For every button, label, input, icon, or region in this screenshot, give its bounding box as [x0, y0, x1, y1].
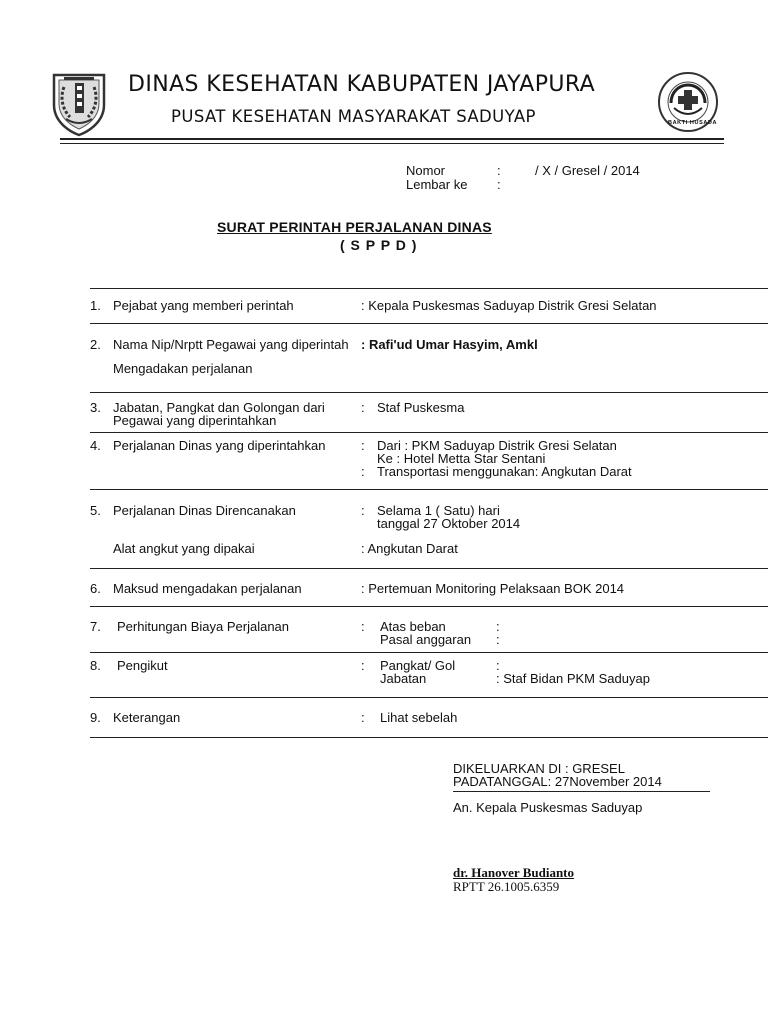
item-value: Staf Puskesma: [377, 400, 465, 415]
item-colon: :: [361, 710, 365, 725]
header-rule-thick: [60, 138, 724, 140]
issued-at: DIKELUARKAN DI : GRESEL: [453, 761, 625, 776]
header-subtitle: PUSAT KESEHATAN MASYARAKAT SADUYAP: [171, 107, 536, 126]
item-label: Alat angkut yang dipakai: [113, 541, 255, 556]
document-title: SURAT PERINTAH PERJALANAN DINAS: [217, 219, 492, 235]
item-label: Pejabat yang memberi perintah: [113, 298, 294, 313]
item-colon: :: [361, 619, 365, 634]
item-number: 9.: [90, 710, 101, 725]
item-number: 3.: [90, 400, 101, 415]
item-number: 2.: [90, 337, 101, 352]
item-label: Jabatan, Pangkat dan Golongan dari: [113, 400, 325, 415]
sub-label: Pasal anggaran: [380, 632, 472, 647]
item-number: 5.: [90, 503, 101, 518]
item-value: : Rafi'ud Umar Hasyim, Amkl: [361, 337, 538, 352]
signatory-id: RPTT 26.1005.6359: [453, 879, 560, 894]
lembar-label: Lembar ke: [406, 177, 468, 192]
item-colon: :: [361, 464, 365, 479]
item-number: 4.: [90, 438, 101, 453]
row-divider: [90, 697, 768, 698]
item-number: 6.: [90, 581, 101, 596]
nomor-value: / X / Gresel / 2014: [535, 163, 640, 178]
item-value: : Angkutan Darat: [361, 541, 458, 556]
row-divider: [90, 489, 768, 490]
item-number: 7.: [90, 619, 101, 634]
document-subtitle: ( S P P D ): [340, 237, 418, 253]
item-label: Perjalanan Dinas Direncanakan: [113, 503, 296, 518]
row-divider: [90, 568, 768, 569]
item-number: 8.: [90, 658, 101, 673]
header-rule-thin: [60, 143, 724, 144]
sub-value: : Staf Bidan PKM Saduyap: [496, 671, 650, 686]
item-value: tanggal 27 Oktober 2014: [377, 516, 521, 531]
sub-colon: :: [496, 658, 500, 673]
item-value: Dari : PKM Saduyap Distrik Gresi Selatan: [377, 438, 617, 453]
item-number: 1.: [90, 298, 101, 313]
row-divider: [90, 288, 768, 289]
row-divider: [90, 432, 768, 433]
item-extra: Mengadakan perjalanan: [113, 361, 253, 376]
regency-emblem: [50, 69, 108, 137]
row-divider: [90, 392, 768, 393]
row-divider: [90, 606, 768, 607]
item-label: Pegawai yang diperintahkan: [113, 413, 277, 428]
issued-date: PADATANGGAL: 27November 2014: [453, 774, 662, 789]
item-label: Pengikut: [117, 658, 168, 673]
item-value: Selama 1 ( Satu) hari: [377, 503, 500, 518]
nomor-colon: :: [497, 163, 501, 178]
item-value: : Kepala Puskesmas Saduyap Distrik Gresi Selatan: [361, 298, 657, 313]
header-title: DINAS KESEHATAN KABUPATEN JAYAPURA: [128, 72, 596, 97]
item-label: Perhitungan Biaya Perjalanan: [117, 619, 290, 634]
lembar-colon: :: [497, 177, 501, 192]
item-colon: :: [361, 400, 365, 415]
item-value: : Pertemuan Monitoring Pelaksaan BOK 2014: [361, 581, 625, 596]
item-label: Maksud mengadakan perjalanan: [113, 581, 302, 596]
row-divider: [90, 737, 768, 738]
footer-rule: [453, 791, 710, 792]
item-colon: :: [361, 503, 365, 518]
sub-colon: :: [496, 632, 500, 647]
bakti-husada-logo: [656, 70, 720, 134]
sub-label: Jabatan: [380, 671, 427, 686]
row-divider: [90, 323, 768, 324]
item-value: Lihat sebelah: [380, 710, 458, 725]
item-value: Transportasi menggunakan: Angkutan Darat: [377, 464, 632, 479]
item-label: Nama Nip/Nrptt Pegawai yang diperintah: [113, 337, 349, 352]
nomor-label: Nomor: [406, 163, 446, 178]
item-label: Keterangan: [113, 710, 181, 725]
item-value: Ke : Hotel Metta Star Sentani: [377, 451, 546, 466]
sub-colon: :: [496, 619, 500, 634]
item-colon: :: [361, 658, 365, 673]
signatory-title: An. Kepala Puskesmas Saduyap: [453, 800, 643, 815]
sub-label: Pangkat/ Gol: [380, 658, 456, 673]
logo-caption: BAKTI HUSADA: [668, 120, 718, 126]
row-divider: [90, 652, 768, 653]
signatory-name: dr. Hanover Budianto: [453, 865, 575, 880]
item-colon: :: [361, 438, 365, 453]
item-label: Perjalanan Dinas yang diperintahkan: [113, 438, 326, 453]
sub-label: Atas beban: [380, 619, 446, 634]
